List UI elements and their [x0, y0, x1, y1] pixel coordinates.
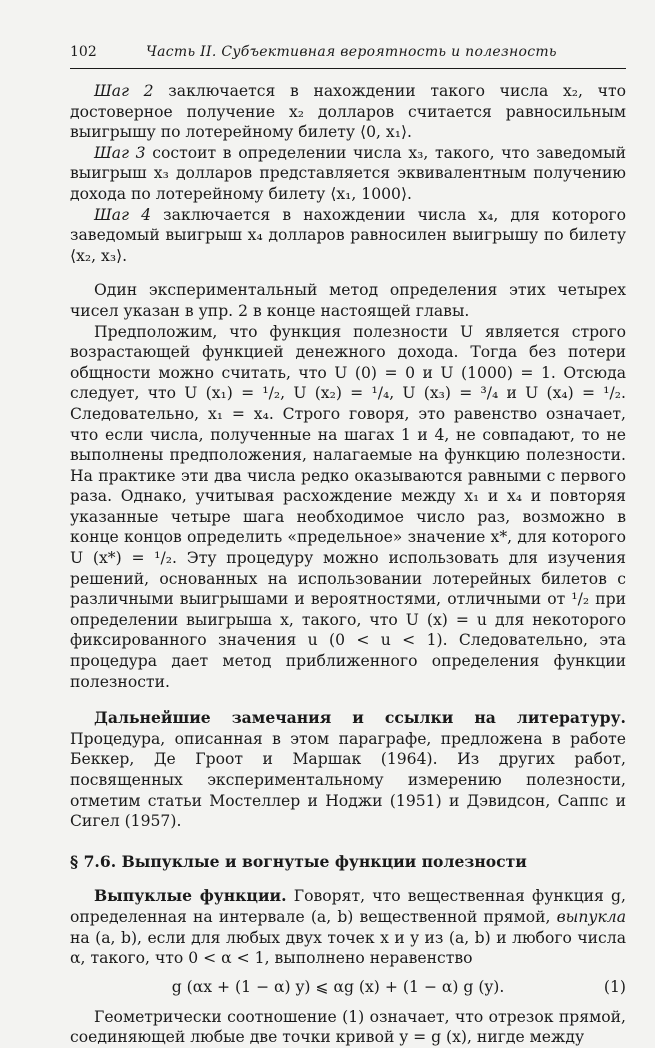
references-text: Процедура, описанная в этом параграфе, предложена в работе Беккер, Де Гроот и Маршак (1964). Из других работ, посвященных экспериментальному измерению полезности, отметим статьи Мостеллер и Ноджи (1951) и Дэвидсон, Саппс и Сигел (1957). — [70, 729, 626, 831]
method-paragraph: Один экспериментальный метод определения этих четырех чисел указан в упр. 2 в конце настоящей главы. — [70, 281, 626, 320]
book-page — [70, 44, 626, 1048]
step-label: Шаг 2 — [94, 82, 154, 100]
step-text: заключается в нахождении числа x₄, для которого заведомый выигрыш x₄ долларов равносилен выигрышу по билету ⟨x₂, x₃⟩. — [70, 205, 626, 265]
page-number: 102 — [70, 44, 97, 60]
step-label: Шаг 4 — [94, 205, 152, 224]
section-heading: § 7.6. Выпуклые и вогнутые функции полезности — [70, 851, 527, 871]
step-text: заключается в нахождении такого числа x₂, что достоверное получение x₂ долларов считается равносильным выигрышу по лотерейному билету ⟨0, x₁⟩. — [70, 82, 626, 142]
utility-paragraph: Предположим, что функция полезности U является строго возрастающей функцией денежного дохода. Тогда без потери общности можно считать, что U (0) = 0 и U (1000) = 1. Отсюда следует, что U (x₁) = ¹/₂, U (x₂) = ¹/₄, U (x₃) = ³/₄ и U (x₄) = ¹/₂. Следовательно, x₁ = x₄. Строго говоря, это равенство означает, что если числа, полученные на шагах 1 и 4, не совпадают, то не выполнены предположения, налагаемые на функцию полезности. На практике эти два числа редко оказываются равными с первого раза. Однако, учитывая расхождение между x₁ и x₄ и повторяя указанные четыре шага необходимое число раз, возможно в конце концов определить «предельное» значение x*, для которого U (x*) = ¹/₂. Эту процедуру можно использовать для изучения решений, основанных на использовании лотерейных билетов с различными выигрышами и вероятностями, отличными от ¹/₂ при определении выигрыша x, такого, что U (x) = u для некоторого фиксированного значения u (0 < u < 1). Следовательно, эта процедура дает метод приближенного определения функции полезности. — [70, 322, 626, 691]
convex-text-after: на (a, b), если для любых двух точек x и y из (a, b) и любого числа α, такого, что 0 < α < 1, выполнено неравенство — [70, 928, 626, 968]
header-rule — [70, 68, 626, 69]
references-paragraph — [70, 708, 626, 832]
step-text: состоит в определении числа x₃, такого, что заведомый выигрыш x₃ долларов представляется эквивалентным получению дохода по лотерейному билету ⟨x₁, 1000⟩. — [70, 143, 626, 203]
convex-heading: Выпуклые функции. — [94, 886, 287, 906]
step-4-paragraph — [70, 205, 626, 267]
page-header — [70, 44, 626, 66]
closing-paragraph: Геометрически соотношение (1) означает, что отрезок прямой, соединяющей любые две точки кривой y = g (x), нигде между — [70, 1007, 626, 1047]
convex-paragraph — [70, 886, 626, 968]
convex-term: выпукла — [556, 907, 626, 926]
convex-text-before: Говорят, что вещественная функция g, определенная на интервале (a, b) вещественной прямой, — [70, 887, 626, 926]
step-label: Шаг 3 — [94, 143, 146, 162]
formula-number: (1) — [603, 977, 626, 996]
references-heading: Дальнейшие замечания и ссылки на литературу. — [94, 708, 626, 728]
formula-1 — [70, 975, 626, 999]
formula-expression: g (αx + (1 − α) y) ⩽ αg (x) + (1 − α) g (y). — [171, 977, 505, 996]
running-title: Часть II. Субъективная вероятность и полезность — [146, 44, 557, 60]
step-3-paragraph — [70, 143, 626, 205]
step-2-paragraph — [70, 81, 626, 143]
